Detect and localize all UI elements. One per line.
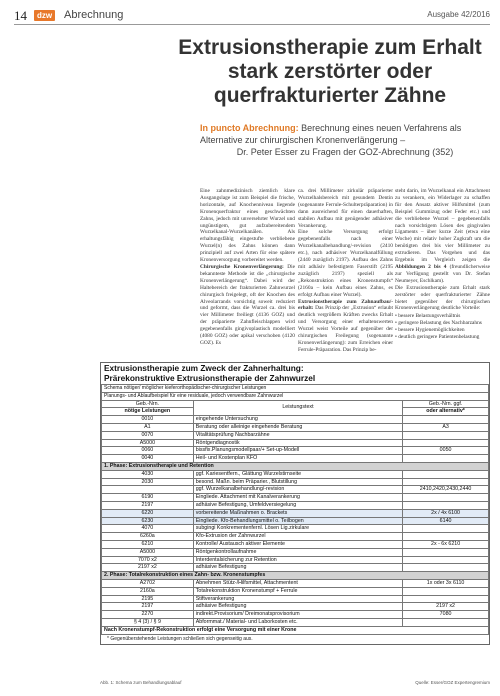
table-row [102,603,489,611]
subheading: Chirurgische Kronenverlängerung: [200,263,284,270]
table-row [102,501,489,509]
service-text: ggf. Wurzelkanalbehandlung/-revision [193,486,402,494]
column-header-right-sub: oder alternativ* [403,408,489,416]
table-row [102,572,489,580]
alternative-fee-number [403,416,489,424]
service-text: ggf. Kariesentfern., Glättung Wurzelstirnseite [193,470,402,478]
fee-number: 0060 [102,447,194,455]
table-row [102,517,489,525]
alternative-fee-number [403,494,489,502]
table-row [102,431,489,439]
service-text: Abformmat./ Material- und Laborkosten etc. [193,618,402,626]
service-text: adhäsive Befestigung [193,603,402,611]
fee-number: A2702 [102,579,194,587]
table-row [102,486,489,494]
table-row [102,595,489,603]
fee-number: 2197 x2 [102,564,194,572]
alternative-fee-number [403,564,489,572]
fee-number: 2195 [102,595,194,603]
table-closing-row: Nach Kronenstumpf-Rekonstruktion erfolgt eine Versorgung mit einer Krone [102,626,489,634]
lead-kicker: In puncto Abrechnung: [200,123,299,133]
page-number: 14 [14,8,27,23]
table-title-line-2: Prärekonstruktive Extrusionstherapie der Zahnwurzel [104,372,316,383]
advantages-list [395,313,490,341]
table-row [102,439,489,447]
alternative-fee-number [403,525,489,533]
alternative-fee-number [403,439,489,447]
paragraph: Die Extrusionstherapie zum Erhalt stark zerstörter oder querfrakturierter Zähne bietet gegenüber der chirurgischen Kronenverlängerung deutliche Vorteile: [395,284,490,312]
table-row [102,540,489,548]
alternative-fee-number: 2410,2420,2430,2440 [403,486,489,494]
service-text: Stiftverankerung [193,595,402,603]
table-row [102,470,489,478]
fee-number: 7070 x2 [102,556,194,564]
service-text: Vitalitätsprüfung Nachbarzähne [193,431,402,439]
paragraph: Die bekannteste Methode ist die „chirurgische Kronenverlängerung“. Dabei wird der Haltebereich der frakturierten Zahnwurzel chirurgisch freigelegt, oft der Knochen des Alveolarrands vorsichtig soweit reduziert und geformt, dass die Wurzel ca. drei bis vier Millimeter freiliegt (4136 GOZ) und der präparierte Zahnfleischlappen wird gegebenenfalls gingivoplastisch modelliert (4080 GOZ) oder apikal verschoben (4120 GOZ). Es [200,263,295,346]
table [101,384,489,635]
fee-number: 6190 [102,494,194,502]
fee-number: 4070 [102,525,194,533]
fee-number: A5000 [102,548,194,556]
phase-heading: 2. Phase: Totalrekonstruktion eines Zahn- bzw. Kronenstumpfes [102,572,489,580]
service-text: Beratung oder alleinige eingehende Beratung [193,423,402,431]
list-item: • deutlich geringere Patientenbelastung [395,334,480,341]
service-text: Abnehmen Stütz-/Hilfsmittel, Attachmentent [193,579,402,587]
publication-logo: dzw [34,10,55,21]
service-text: Totalrekonstruktion Kronenstumpf + Ferrule [193,587,402,595]
issue-label: Ausgabe 42/2016 [427,10,490,19]
lead-text: Berechnung eines neuen Verfahrens als Alternative zur chirurgischen Kronenverlängerung – [200,123,462,145]
fee-number [102,486,194,494]
service-text: besond. Maßn. beim Präparier., Blutstillung [193,478,402,486]
article-lead [200,122,490,158]
phase-heading: 1. Phase: Extrusionstherapie und Retention [102,462,489,470]
service-text: adhäsive Befestigung [193,564,402,572]
article-title: Extrusionstherapie zum Erhalt stark zerstörter oder querfrakturierter Zähne [178,36,482,107]
column-header-right: Geb.-Nrn. ggf. [403,400,489,408]
figure-source: Quelle: Esser/GOZ Expertengremium [415,680,490,685]
table-row [102,611,489,619]
service-text: indirekt.Provisorium/ Dreimonatsprovisorium [193,611,402,619]
alternative-fee-number [403,533,489,541]
table-row [102,478,489,486]
table-row [102,447,489,455]
alternative-fee-number [403,587,489,595]
service-text: subgingi Konkrementenfernl. Lösen Lig.zirkulare [193,525,402,533]
table-row [102,626,489,634]
service-text: Eingliede. Kfo-Behandlungsmittel o. Teilbogen [193,517,402,525]
service-text: Interdentalsicherung zur Retention [193,556,402,564]
alternative-fee-number: 2197 x2 [403,603,489,611]
body-column-2 [298,188,393,356]
table-row [102,416,489,424]
lead-author: Dr. Peter Esser zu Fragen der GOZ-Abrechnung (352) [236,147,454,157]
column-header-left-sub: nötige Leistungen [102,408,194,416]
list-item: • bessere Hygienemöglichkeiten [395,327,465,334]
figure-reference: Abbildungen 2 bis 4 [395,263,447,270]
alternative-fee-number [403,556,489,564]
body-column-1 [200,188,295,356]
alternative-fee-number [403,470,489,478]
table-row [102,533,489,541]
alternative-fee-number [403,478,489,486]
table-row [102,462,489,470]
fee-number: 2030 [102,478,194,486]
fee-number: § 4 (3) / § 9 [102,618,194,626]
fee-number: 6220 [102,509,194,517]
table-row [102,423,489,431]
page-header [14,8,490,24]
table-row [102,455,489,463]
table-body [102,416,489,634]
paragraph: (freundlicherweise zur Verfügung gestellt von Dr. Stefan Neumeyer, Eschlkam). [395,263,490,284]
service-text: Kfo-Extrusion der Zahnwurzel [193,533,402,541]
table-row [102,509,489,517]
fee-number: 2197 [102,603,194,611]
alternative-fee-number [403,548,489,556]
table-subtitle: Planungs- und Ablaufbeispiel für eine residuale, jedoch verwendbare Zahnwurzel [102,392,489,400]
table-row [102,556,489,564]
alternative-fee-number: 0050 [403,447,489,455]
service-text: eingehende Untersuchung [193,416,402,424]
header-divider [14,24,490,25]
alternative-fee-number [403,431,489,439]
list-item: • geringere Belastung des Nachbarzahns [395,320,482,327]
service-text: bissfix.Planungsmodellpaar/+ Set-up-Modell [193,447,402,455]
paragraph: Eine solche Versorgung erfolgt gegebenenfalls nach einer Wurzelkanalbehandlung/-revision (2410 etc.), nach adhäsiver Wurzelkanalfüllung (2440 zuzüglich 2197). Aufbau des Zahns mit adhäsiv befestigtem Faserstift (2195 zuzüglich 2197) speziell als „Rekonstruktion eines Kronenstumpfs“ (2160a – kein Aufbau eines Zahns, es erfolgt Aufbau einer Wurzel). [298,229,393,298]
treatment-schema-table [100,362,490,645]
fee-number: A5000 [102,439,194,447]
fee-number: 0040 [102,455,194,463]
service-text: Kontrolle/ Austausch aktiver Elemente [193,540,402,548]
table-title [101,363,489,384]
service-text: Röntgendiagnostik [193,439,402,447]
service-text: Eingliede. Attachment mit Kanalverankerung [193,494,402,502]
column-header-middle: Leistungstext [193,400,402,416]
alternative-fee-number [403,618,489,626]
alternative-fee-number [403,501,489,509]
alternative-fee-number: 1x oder 3x 6110 [403,579,489,587]
paragraph: Das Prinzip der „Extrusion“ erlaubt deutlich vergrößern Kräften zwecks Erhalt und Versorgung einer erhaltenswerten Wurzel weist Vorteile auf gegenüber der chirurgischen Freilegung (sogenannte Kronenverlängerung): zum Erreichen einer Ferrule-Präparation. Das Prinzip be- [298,305,393,353]
fee-number: 6260a [102,533,194,541]
service-text: Röntgenkontrollaufnahme [193,548,402,556]
table-row [102,494,489,502]
fee-number: A1 [102,423,194,431]
column-header-left: Geb.-Nrn. [102,400,194,408]
table-row [102,587,489,595]
fee-number: 0070 [102,431,194,439]
fee-number: 2160a [102,587,194,595]
fee-number: 6230 [102,517,194,525]
table-row [102,548,489,556]
paragraph: Eine zahnmedizinisch ziemlich klare Ausgangslage ist zum Beispiel die frische, horizontale, auf Knochenniveau liegende Kronenquerfraktur eines geschwächten Zahns, jedoch mit unversehrter Wurzel und ungünstigem, gut aufzubereitendem Wurzelkanal-Wurzelkanälen. Als erhaltungsfähig eingestufte verbliebene Wurzel(n) des Zahns können dann prinzipiell auf zwei Arten für eine spätere Kronenversorgung vorbereitet werden. [200,188,295,264]
fee-number: 2197 [102,501,194,509]
paragraph: ca. drei Millimeter zirkulär präparierter Wurzelhalsbereich mit gesundem Dentin (sogenannte Ferrule-Schulterpräparation) in dann ausreichend für einen dauerhaften, stabilen Aufbau mit genügender adhäsiver Verankerung. [298,188,393,229]
body-column-3 [395,188,490,356]
service-text: Heil- und Kostenplan KFO [193,455,402,463]
subheading: Extrusionstherapie zum Zahnaufbau/-erhalt: [298,298,393,312]
table-row [102,618,489,626]
alternative-fee-number: 2x - 6x 6210 [403,540,489,548]
table-subtitle: Schema nötiger/ möglicher kieferorthopädischer-chirurgischer Leistungen [102,385,489,393]
table-footnote: * Gegenüberstehende Leistungen schließen sich gegenseitig aus. [107,635,253,642]
service-text: vorbereitende Maßnahmen o. Brackets [193,509,402,517]
fee-number: 4030 [102,470,194,478]
table-row [102,525,489,533]
alternative-fee-number: 2x / 4x 6100 [403,509,489,517]
fee-number: 6210 [102,540,194,548]
section-label: Abrechnung [64,9,124,21]
alternative-fee-number [403,455,489,463]
fee-number: 0010 [102,416,194,424]
table-row [102,564,489,572]
service-text: adhäsive Befestigung, Umfeldversiegelung [193,501,402,509]
fee-number: 2270 [102,611,194,619]
table-row [102,579,489,587]
paragraph: steht darin, im Wurzelkanal ein Attachment zu verankern, ein Widerlager zu schaffen für den Ansatz aktiver Hilfsmittel (zum Beispiel Gummizug oder Feder etc.) und die verbliebene Wurzel – gegebenenfalls nach vorsichtigem Lösen des gingivalen Ligaments – über kurze Zeit (etwa eine Woche) mit relativ hoher Zugkraft um die benötigten drei bis vier Millimeter zu extrudieren. Das Vorgehen und das Ergebnis im Vergleich zeigen die [395,188,490,264]
alternative-fee-number: 6140 [403,517,489,525]
alternative-fee-number [403,595,489,603]
figure-caption: Abb. 1: Schema zum Behandlungsablauf [100,680,182,685]
table-title-line-1: Extrusionstherapie zum Zweck der Zahnerhaltung: [104,363,304,373]
list-item: • bessere Belastungsverhältnis [395,313,461,320]
alternative-fee-number: A3 [403,423,489,431]
alternative-fee-number: 7080 [403,611,489,619]
